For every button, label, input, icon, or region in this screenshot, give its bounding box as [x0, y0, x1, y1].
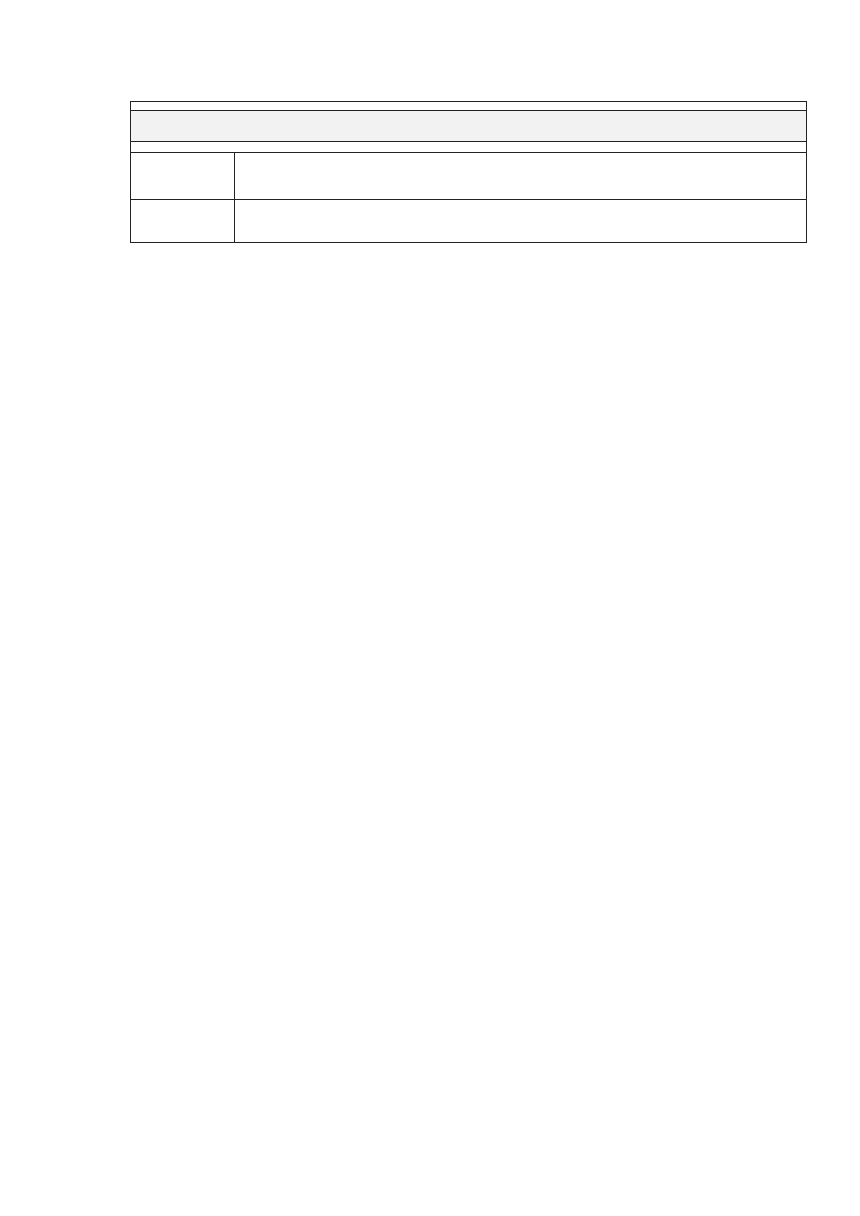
- objectives-cell: [131, 102, 807, 111]
- topics-cell: [235, 200, 807, 243]
- standards-header-row: [131, 111, 807, 142]
- unit-questions-cell: [235, 153, 807, 200]
- lesson-plan-table: [130, 101, 807, 243]
- objectives-row: [131, 102, 807, 111]
- document-page: [130, 101, 806, 243]
- unit-questions-label: [131, 153, 235, 200]
- topics-label: [131, 200, 235, 243]
- standards-row: [131, 142, 807, 153]
- standards-header: [131, 111, 807, 142]
- topics-row: [131, 200, 807, 243]
- standards-cell: [131, 142, 807, 153]
- unit-questions-row: [131, 153, 807, 200]
